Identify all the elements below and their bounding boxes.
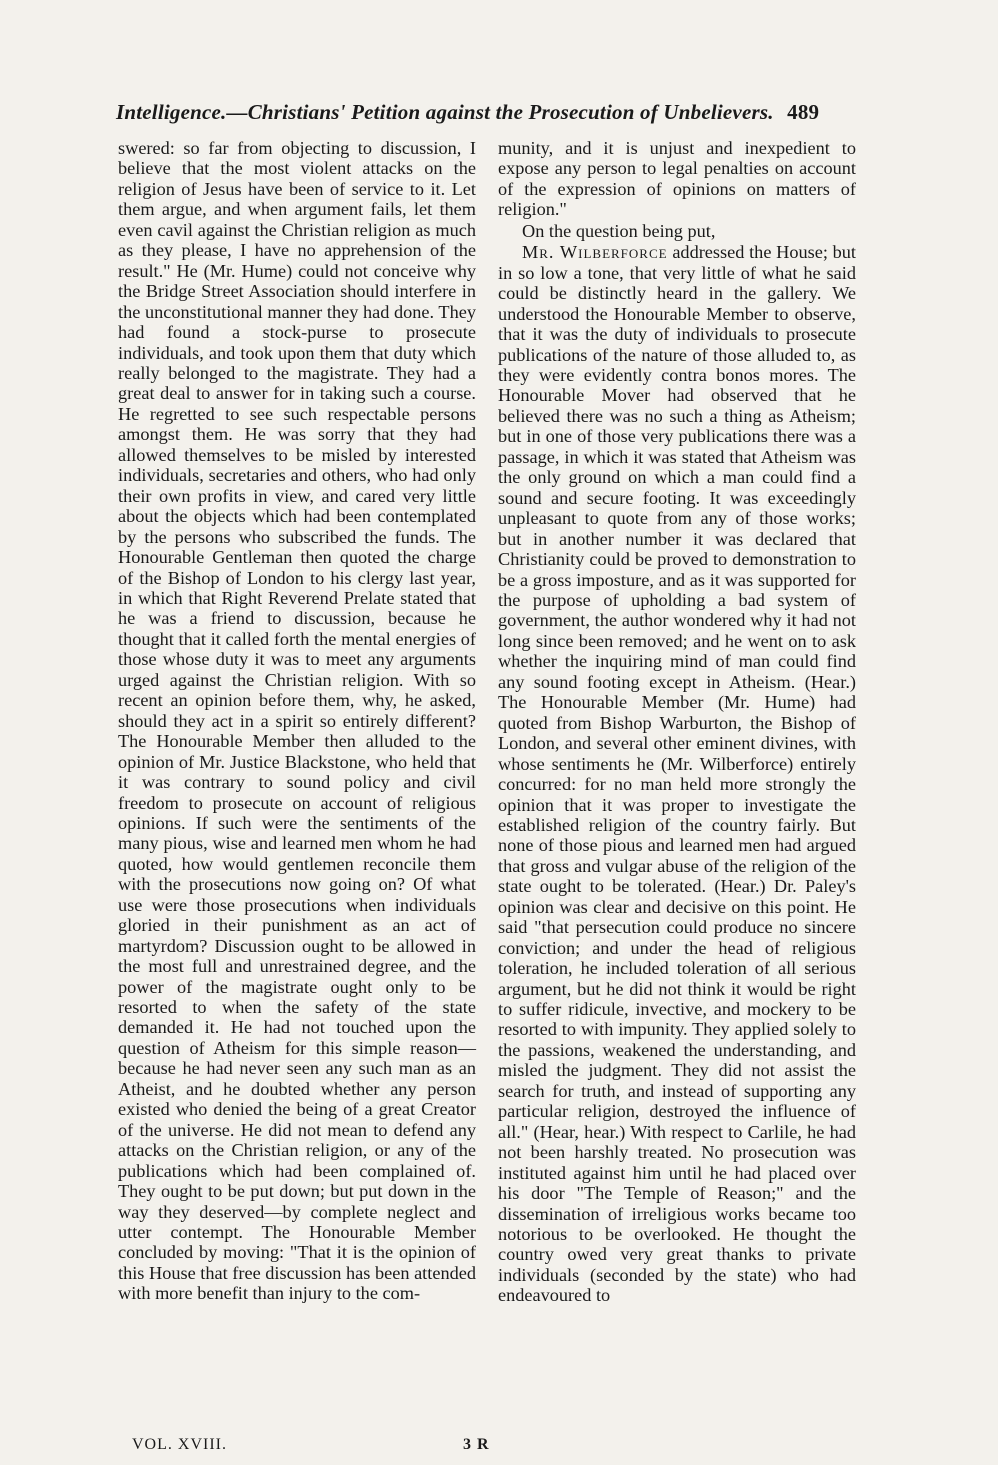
volume-label: VOL. XVIII. — [132, 1436, 227, 1453]
body-paragraph: swered: so far from objecting to discussion, I believe that the most violent attacks on the religion of Jesus have been of service to it. Let them argue, and when argument fails, let them even cavil against the Christian religion as much as they please, I have no apprehension of the result." He (Mr. Hume) could not conceive why the Bridge Street Association should interfere in the unconstitutional manner they had done. They had found a stock-purse to prosecute individuals, and took upon them that duty which really belonged to the magistrate. They had a great deal to answer for in taking such a course. He regretted to see such respectable persons amongst them. He was sorry that they had allowed themselves to be misled by interested individuals, secretaries and others, who had only their own profits in view, and cared very little about the objects which had been contemplated by the persons who subscribed the funds. The Honourable Gentleman then quoted the charge of the Bishop of London to his clergy last year, in which that Right Reverend Prelate stated that he was a friend to discussion, because he thought that it called forth the mental energies of those whose duty it was to meet any arguments urged against the Christian religion. With so recent an opinion before them, why, he asked, should they act in a spirit so entirely different? The Honourable Member then alluded to the opinion of Mr. Justice Blackstone, who held that it was contrary to sound policy and civil freedom to prosecute on account of religious opinions. If such were the sentiments of the many pious, wise and learned men whom he had quoted, how would gentlemen reconcile them with the prosecutions now going on? Of what use were those prosecutions when individuals gloried in their punishment as an act of martyrdom? Discussion ought to be allowed in the most full and unrestrained degree, and the power of the magistrate ought only to be resorted to when the safety of the state demanded it. He had not touched upon the question of Atheism for this simple reason—because he had never seen any such man as an Atheist, and he doubted whether any person existed who denied the being of a great Creator of the universe. He did not mean to defend any attacks on the Christian religion, or any of the publications which had been complained of. They ought to be put down; but put down in the way they deserved—by complete neglect and utter contempt. The Honourable Member concluded by moving: "That it is the opinion of this House that free discussion has been attended with more benefit than injury to the com- — [118, 138, 476, 1304]
right-column — [498, 138, 856, 1306]
speech-paragraph — [498, 242, 856, 1306]
left-column — [118, 138, 476, 1304]
body-paragraph: On the question being put, — [522, 220, 716, 241]
signature-mark: 3 R — [463, 1436, 490, 1453]
running-header — [116, 100, 886, 125]
page-number: 489 — [787, 100, 820, 124]
speech-text: addressed the House; but in so low a tone, that very little of what he said could be distinctly heard in the gallery. We understood the Honourable Member to observe, that it was the duty of individuals to prosecute publications of the nature of those alluded to, as they were evidently contra bonos mores. The Honourable Mover had observed that he believed there was no such a thing as Atheism; but in one of those very publications there was a passage, in which it was stated that Atheism was the only ground on which a man could find a sound and secure footing. It was exceedingly unpleasant to quote from any of those works; but in another number it was declared that Christianity could be proved to demonstration to be a gross imposture, and as it was supported for the purpose of upholding a bad system of government, the author wondered why it had not long since been removed; and he went on to ask whether the inquiring mind of man could find any sound footing except in Atheism. (Hear.) The Honourable Member (Mr. Hume) had quoted from Bishop Warburton, the Bishop of London, and several other eminent divines, with whose sentiments he (Mr. Wilberforce) entirely concurred: for no man held more strongly the opinion that it was proper to investigate the established religion of the country fairly. But none of those pious and learned men had argued that gross and vulgar abuse of the religion of the state ought to be tolerated. (Hear.) Dr. Paley's opinion was clear and decisive on this point. He said "that persecution could produce no sincere conviction; and under the head of religious toleration, he included toleration of all serious argument, but he did not think it would be right to suffer ridicule, invective, and mockery to be resorted to with impunity. They applied solely to the passions, weakened the understanding, and misled the judgment. They did not assist the search for truth, and instead of supporting any particular religion, destroyed the influence of all." (Hear, hear.) With respect to Carlile, he had not been harshly treated. No prosecution was instituted against him until he had placed over his door "The Temple of Reason;" and the dissemination of irreligious works became too notorious to be overlooked. He thought the country owed very great thanks to private individuals (seconded by the state) who had endeavoured to — [498, 242, 857, 1306]
running-title: Intelligence.—Christians' Petition against the Prosecution of Unbelievers. — [116, 100, 774, 124]
speaker-name: Mr. Wilberforce — [522, 242, 668, 263]
body-paragraph: munity, and it is unjust and inexpedient to expose any person to legal penalties on account of the expression of opinions on matters of religion." — [498, 138, 856, 220]
